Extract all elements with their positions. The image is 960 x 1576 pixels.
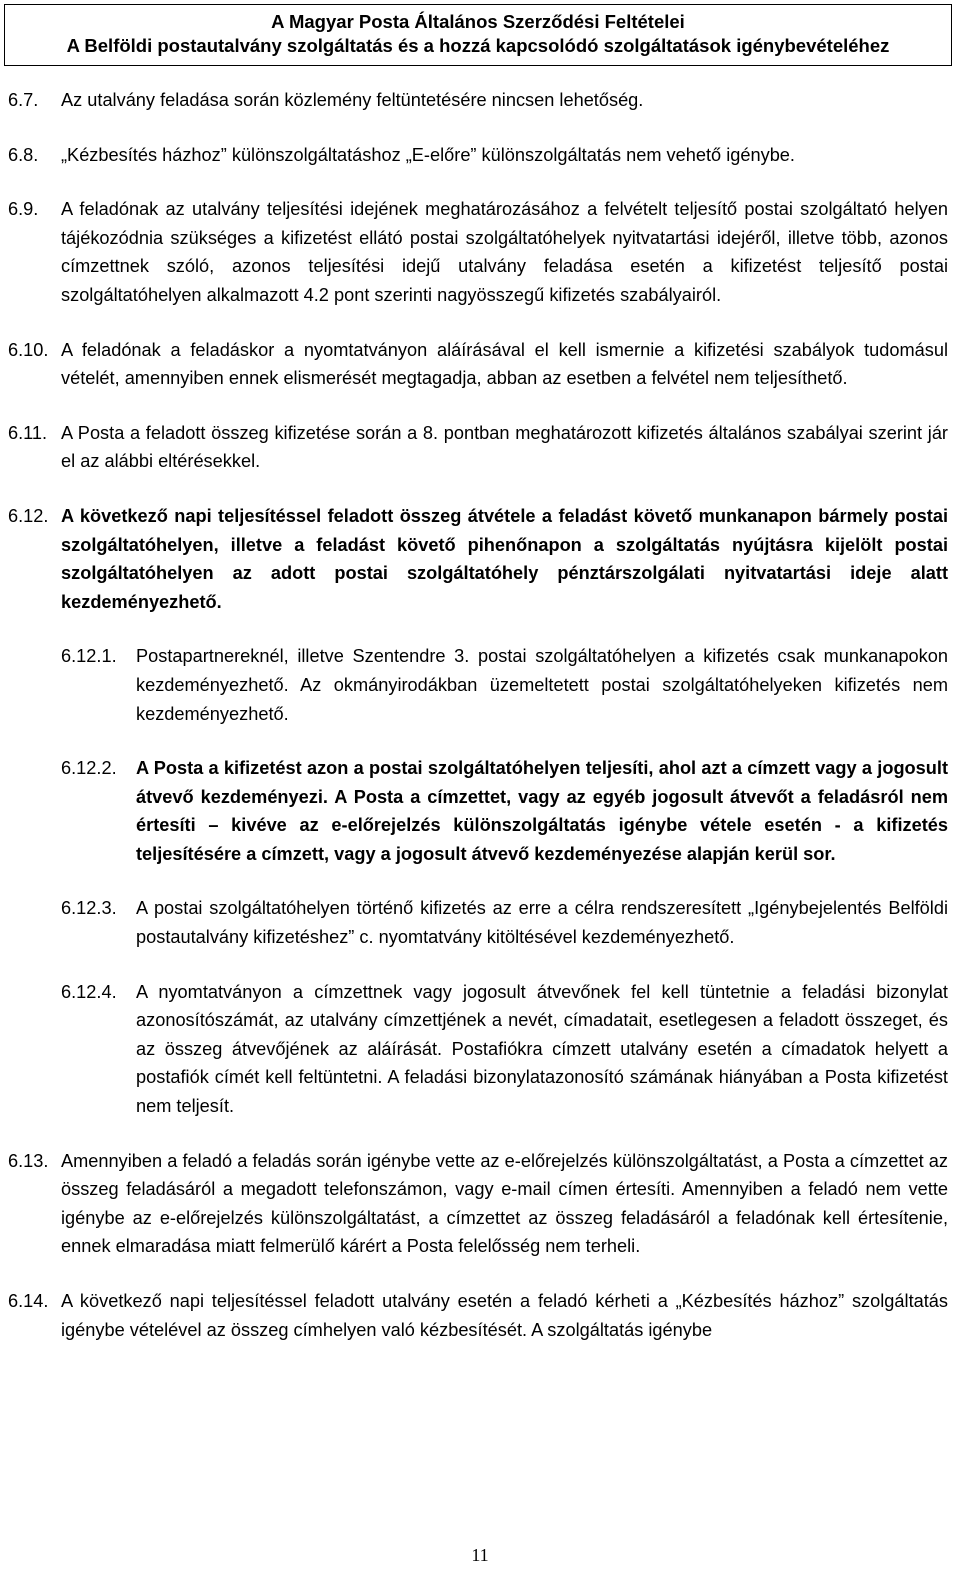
section-text: „Kézbesítés házhoz” különszolgáltatáshoz „E-előre” különszolgáltatás nem vehető igénybe. <box>61 144 795 165</box>
section-number: 6.11. <box>8 422 48 443</box>
section-text-bold: A következő napi teljesítéssel feladott összeg átvétele a feladást követő munkanapon bármely postai szolgáltatóhelyen, illetve a feladást követő pihenőnapon a szolgáltatás nyújtásra kijelölt postai szolgáltatóhelyen az adott postai szolgáltatóhely pénztárszolgálati nyitvatartási ideje alatt kezdeményezhető. <box>61 505 948 612</box>
section-6-11 <box>8 419 948 476</box>
section-number: 6.14. <box>8 1291 49 1311</box>
document-header <box>4 4 952 66</box>
subsection-number: 6.12.2. <box>61 758 117 779</box>
section-number: 6.10. <box>8 339 49 360</box>
section-6-13 <box>8 1147 948 1261</box>
section-number: 6.9. <box>8 199 39 220</box>
section-6-9 <box>8 195 948 309</box>
section-6-12 <box>8 502 948 616</box>
section-number: 6.7. <box>8 90 39 110</box>
subsection-number: 6.12.3. <box>61 898 117 919</box>
section-text: Amennyiben a feladó a feladás során igénybe vette az e-előrejelzés különszolgáltatást, a Posta a címzettet az összeg feladásáról a megadott telefonszámon, vagy e-mail címen értesíti. Amennyiben a feladó nem vette igénybe az e-előrejelzés különszolgáltatást, a címzettet az összeg feladásáról a feladónak kell értesítenie, ennek elmaradása miatt felmerülő kárért a Posta felelősség nem terheli. <box>61 1150 948 1257</box>
subsection-text: A nyomtatványon a címzettnek vagy jogosult átvevőnek fel kell tüntetnie a feladási bizonylat azonosítószámát, az utalvány címzettjének a nevét, címadatait, esetlegesen a feladott összeget, és az összeg átvevőjének az aláírását. Postafiókra címzett utalvány esetén a címadatok helyett a postafiók címét kell feltüntetni. A feladási bizonylatazonosító számának hiányában a Posta kifizetést nem teljesít. <box>136 981 948 1117</box>
header-subtitle: A Belföldi postautalvány szolgáltatás és a hozzá kapcsolódó szolgáltatások igénybevételéhez <box>66 35 890 56</box>
section-6-7 <box>8 86 948 115</box>
section-text: A feladónak az utalvány teljesítési idejének meghatározásához a felvételt teljesítő postai szolgáltató helyen tájékozódnia szükséges a kifizetést ellátó postai szolgáltatóhelyek nyitvatartási idejéről, illetve több, azonos címzettnek szóló, azonos teljesítési idejű utalvány feladása esetén a kifizetést teljesítő postai szolgáltatóhelyen alkalmazott 4.2 pont szerinti nagyösszegű kifizetés szabályairól. <box>61 199 948 305</box>
section-6-8 <box>8 141 948 170</box>
document-body <box>8 86 948 1370</box>
subsection-text: Postapartnereknél, illetve Szentendre 3. postai szolgáltatóhelyen a kifizetés csak munkanapokon kezdeményezhető. Az okmányirodákban üzemeltetett postai szolgáltatóhelyeken kifizetés nem kezdeményezhető. <box>136 646 948 724</box>
section-6-12-4 <box>61 978 948 1121</box>
section-6-12-1 <box>61 642 948 728</box>
section-text: A Posta a feladott összeg kifizetése során a 8. pontban meghatározott kifizetés általános szabályai szerint jár el az alábbi eltérésekkel. <box>61 422 948 472</box>
page-number: 11 <box>471 1545 489 1565</box>
section-6-12-2 <box>61 754 948 868</box>
section-6-12-3 <box>61 894 948 951</box>
section-text: Az utalvány feladása során közlemény feltüntetésére nincsen lehetőség. <box>61 90 644 110</box>
section-6-10 <box>8 336 948 393</box>
header-title: A Magyar Posta Általános Szerződési Feltételei <box>271 11 685 32</box>
section-number: 6.8. <box>8 144 39 165</box>
subsection-text-bold: A Posta a kifizetést azon a postai szolgáltatóhelyen teljesíti, ahol azt a címzett vagy a jogosult átvevő kezdeményezi. A Posta a címzettet, vagy az egyéb jogosult átvevőt a feladásról nem értesíti – kivéve az e-előrejelzés különszolgáltatás igénybe vétele esetén - a kifizetés teljesítésére a címzett, vagy a jogosult átvevő kezdeményezése alapján kerül sor. <box>136 758 948 864</box>
section-6-14 <box>8 1287 948 1344</box>
section-number: 6.12. <box>8 505 49 526</box>
subsection-number: 6.12.4. <box>61 981 117 1002</box>
section-number: 6.13. <box>8 1150 49 1171</box>
section-text: A feladónak a feladáskor a nyomtatványon aláírásával el kell ismernie a kifizetési szabályok tudomásul vételét, amennyiben ennek elismerését megtagadja, abban az esetben a felvétel nem teljesíthető. <box>61 339 948 389</box>
subsection-number: 6.12.1. <box>61 646 117 667</box>
subsection-text: A postai szolgáltatóhelyen történő kifizetés az erre a célra rendszeresített „Igénybejelentés Belföldi postautalvány kifizetéshez” c. nyomtatvány kitöltésével kezdeményezhető. <box>136 898 948 948</box>
section-text: A következő napi teljesítéssel feladott utalvány esetén a feladó kérheti a „Kézbesítés házhoz” szolgáltatás igénybe vételével az összeg címhelyen való kézbesítését. A szolgáltatás igénybe <box>61 1291 948 1340</box>
